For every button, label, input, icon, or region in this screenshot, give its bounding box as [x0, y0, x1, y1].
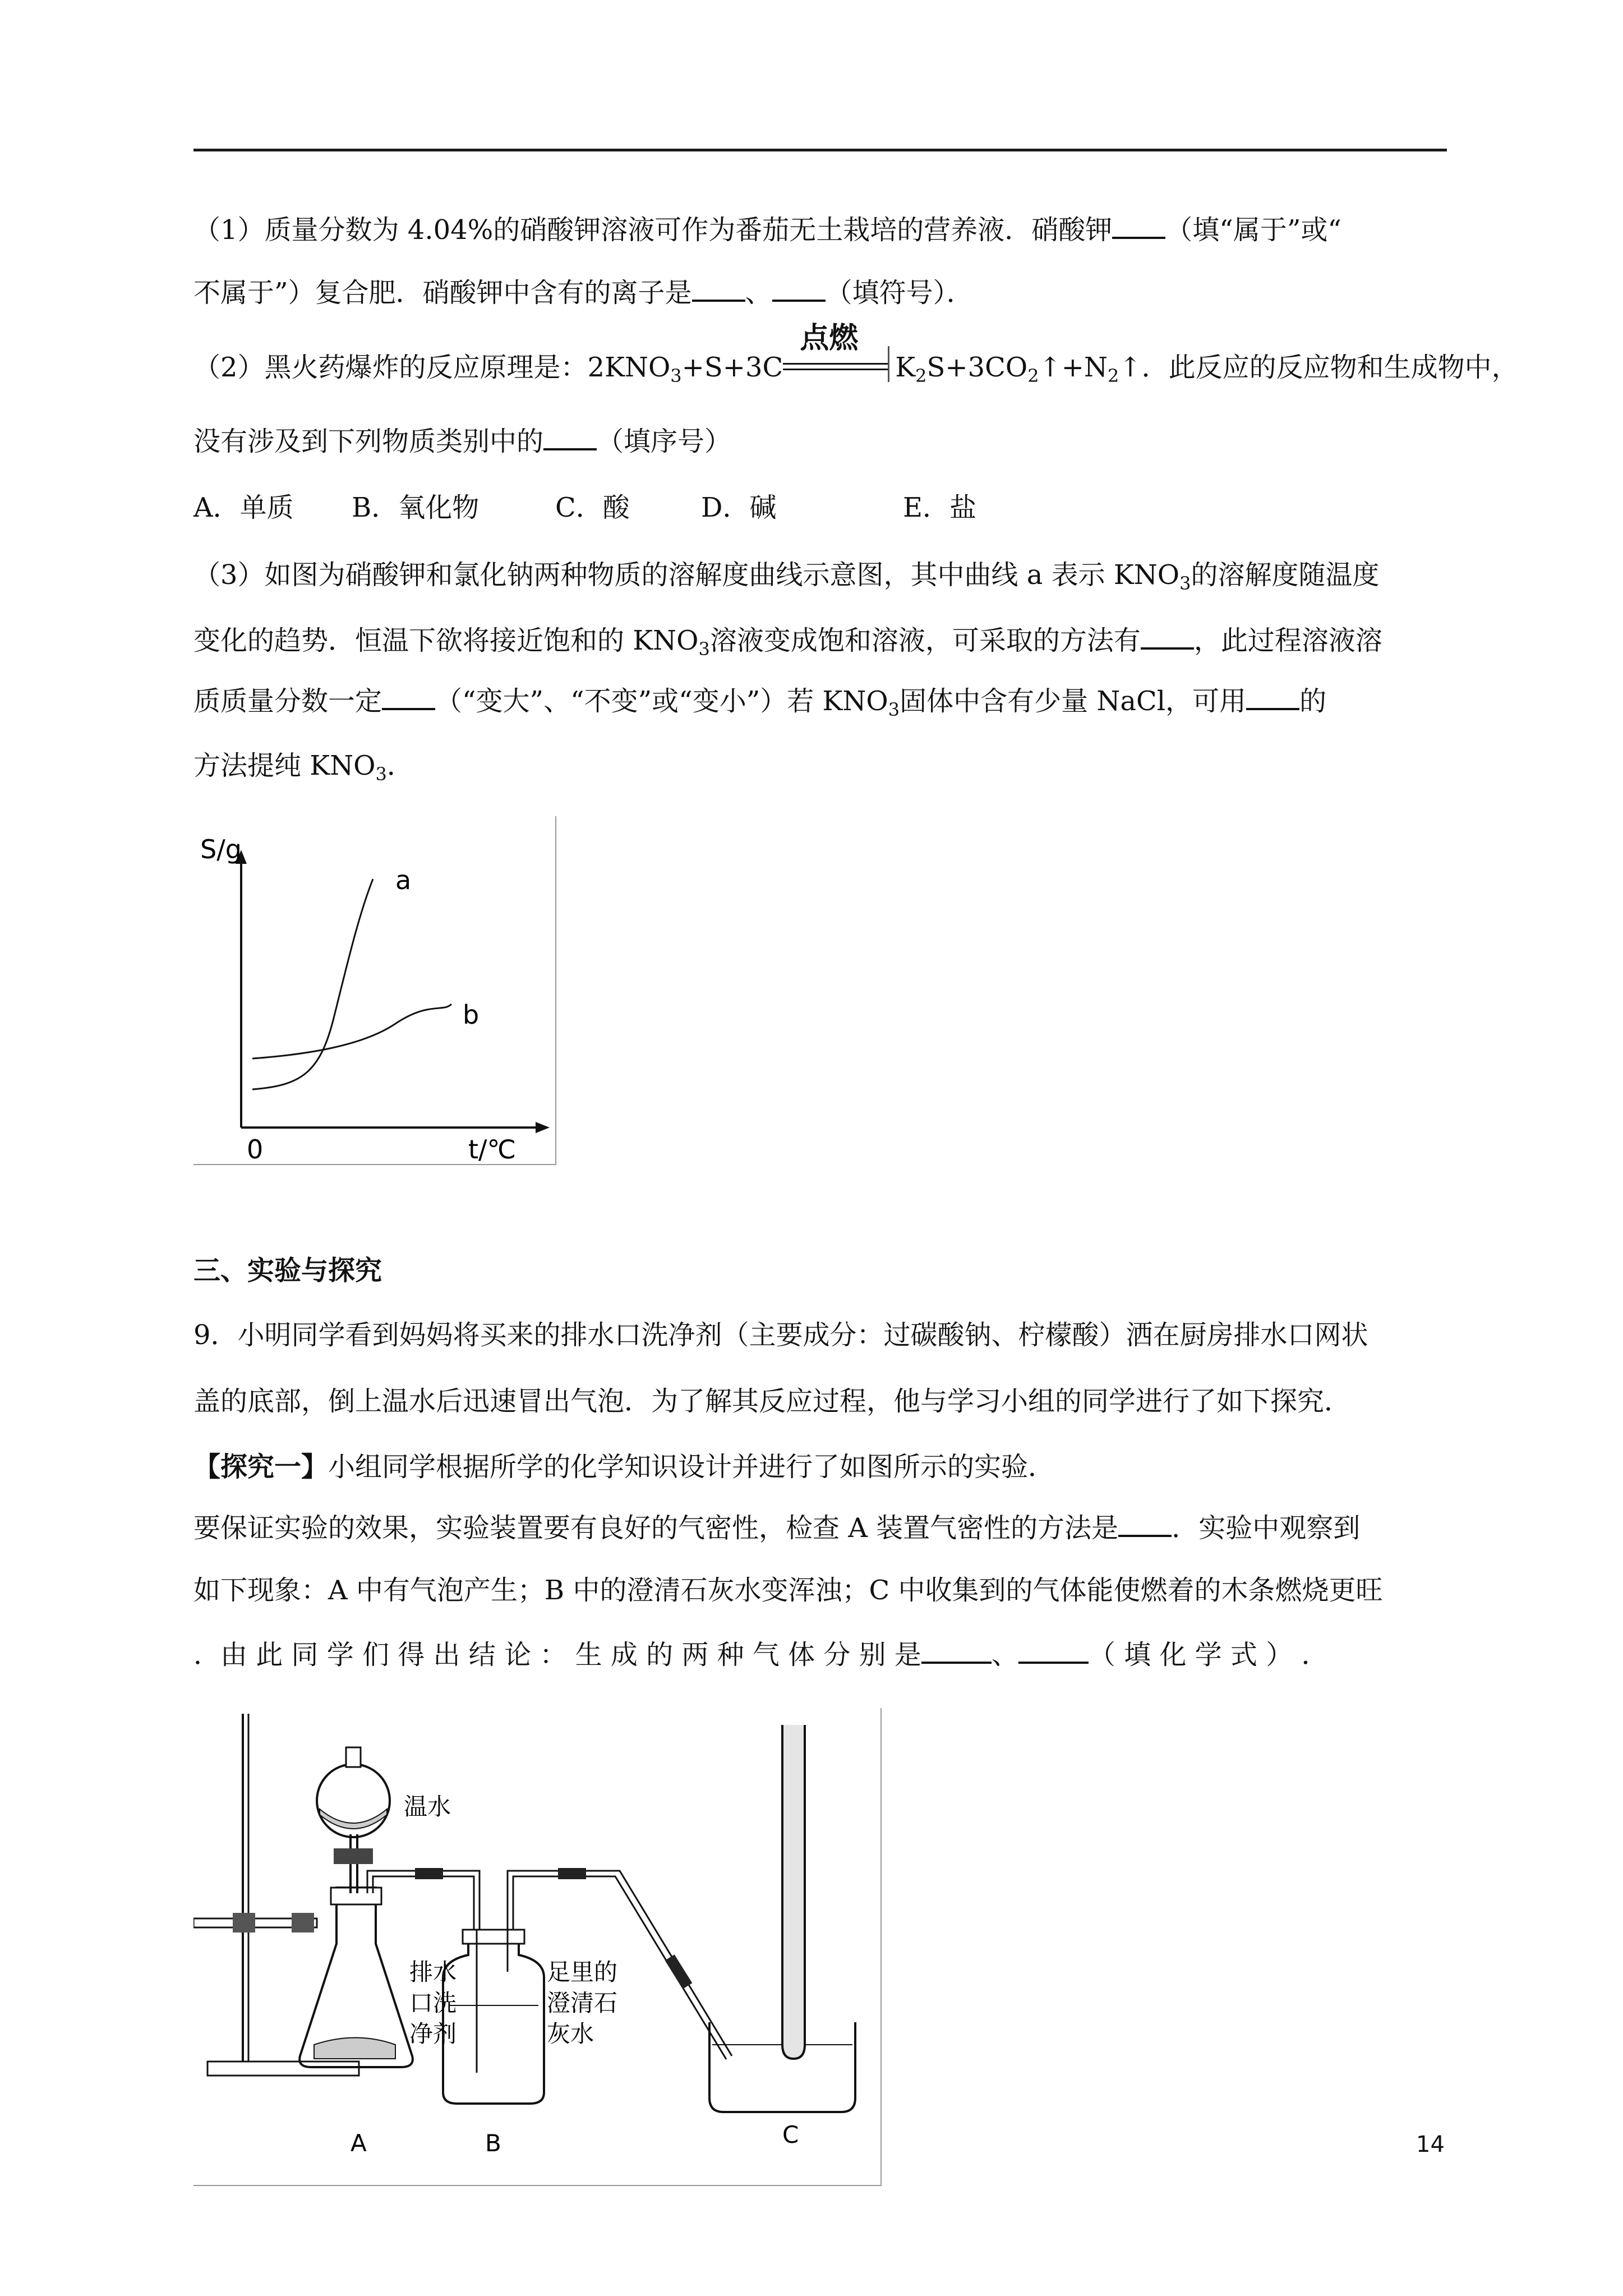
answer-blank[interactable]: [692, 275, 745, 302]
warm-water-label: 温水: [404, 1793, 451, 1820]
q8-part2-line1: （2）黑火药爆炸的反应原理是：$2KNO_3+S+3C$ 点燃 $K_2S+3CO_2↑+N_2↑$．此反应的反应物和生成物中，: [193, 321, 1519, 386]
option-a: A．单质: [193, 492, 294, 523]
q8-part3-line3: 质质量分数一定 （“变大”、“不变”或“变小”）若 $KNO_3$固体中含有少量 NaCl，可用 的: [193, 683, 1450, 726]
q8-part3-line1: （3）如图为硝酸钾和氯化钠两种物质的溶解度曲线示意图，其中曲线 a 表示 $KNO_3$的溶解度随温度: [193, 559, 1380, 594]
answer-blank[interactable]: [921, 1637, 992, 1664]
apparatus-diagram: [193, 1708, 882, 2186]
apparatus-svg: [193, 1708, 880, 2185]
curve-b-label: b: [463, 1000, 479, 1030]
header-rule: [193, 149, 1447, 151]
page-number: 14: [1416, 2132, 1445, 2157]
q9-line5: 如下现象：A 中有气泡产生；B 中的澄清石灰水变浑浊；C 中收集到的气体能使燃着的木条燃烧更旺: [193, 1575, 1383, 1606]
q8-part2-line2: 没有涉及到下列物质类别中的 （填序号）: [193, 424, 1450, 458]
clamp-knob: [233, 1913, 255, 1932]
answer-blank[interactable]: [382, 683, 435, 710]
q8-part3-line2: 变化的趋势．恒温下欲将接近饱和的 $KNO_3$溶液变成饱和溶液，可采取的方法有 ，此过程溶液溶: [193, 623, 1450, 666]
answer-blank[interactable]: [1112, 212, 1165, 239]
q8-part1-line2: 不属于”）复合肥．硝酸钾中含有的离子是 、 （填符号）．: [193, 275, 1450, 310]
x-axis-arrow: [536, 1122, 550, 1133]
q8-part1-line1: （1）质量分数为 4.04%的硝酸钾溶液可作为番茄无土栽培的营养液．硝酸钾 （填“属于”或“: [193, 212, 1450, 247]
stand-base: [208, 2062, 359, 2076]
answer-blank[interactable]: [772, 275, 826, 302]
q8-part3-line4: 方法提纯 $KNO_3$．: [193, 750, 414, 785]
tube-a-to-b: [367, 1871, 479, 1930]
q9-line1: 9．小明同学看到妈妈将买来的排水口洗净剂（主要成分：过碳酸钠、柠檬酸）洒在厨房排水口网状: [193, 1319, 1368, 1351]
option-d: D．碱: [701, 492, 777, 523]
solubility-graph-svg: [193, 816, 555, 1164]
cleaner-label-2: 口洗: [409, 1989, 457, 2017]
cleaner-label-1: 排水: [409, 1958, 457, 1986]
condition-label: 点燃: [800, 321, 859, 355]
label-b: B: [485, 2129, 501, 2157]
curve-a-label: a: [395, 865, 412, 895]
flask-contents: [314, 2038, 395, 2059]
origin-label: 0: [247, 1134, 264, 1164]
reaction-condition: [783, 321, 895, 384]
rubber-tube: [415, 1868, 443, 1879]
option-b: B．氧化物: [352, 492, 479, 523]
label-c: C: [782, 2121, 799, 2148]
label-a: A: [351, 2129, 367, 2157]
funnel-stopcock: [334, 1848, 373, 1864]
curve-b: [252, 1004, 451, 1059]
limewater-label-2: 澄清石: [547, 1989, 618, 2017]
warm-water-level: [320, 1809, 387, 1829]
x-axis-label: t/℃: [468, 1134, 517, 1164]
bottle-stopper: [463, 1930, 524, 1944]
answer-blank[interactable]: [1118, 1510, 1172, 1537]
limewater-label-3: 灰水: [547, 2020, 594, 2047]
q9-line2: 盖的底部，倒上温水后迅速冒出气泡．为了解其反应过程，他与学习小组的同学进行了如下探究．: [193, 1386, 1352, 1417]
gas-washing-bottle: [443, 1938, 544, 2104]
solubility-graph: [193, 816, 556, 1165]
test-tube: [782, 1725, 805, 2059]
y-axis-label: S/g: [200, 834, 242, 864]
tube-b-to-c: [508, 1871, 732, 2056]
section-heading: 三、实验与探究: [193, 1255, 382, 1286]
q9-line6: ．由 此 同 学 们 得 出 结 论 ： 生 成 的 两 种 气 体 分 别 是 、 （ 填 化 学 式 ） ．: [193, 1637, 1450, 1672]
option-c: C．酸: [555, 492, 630, 523]
answer-blank[interactable]: [543, 424, 597, 450]
q9-line3: 【探究一】小组同学根据所学的化学知识设计并进行了如图所示的实验．: [193, 1451, 1055, 1483]
limewater-label-1: 足里的: [547, 1958, 618, 1986]
answer-blank[interactable]: [1141, 623, 1194, 650]
answer-blank[interactable]: [1246, 683, 1299, 710]
answer-blank[interactable]: [1018, 1637, 1089, 1664]
cleaner-label-3: 净剂: [409, 2020, 457, 2047]
q9-line4: 要保证实验的效果，实验装置要有良好的气密性，检查 A 装置气密性的方法是 ．实验中观察到: [193, 1510, 1450, 1545]
option-e: E．盐: [903, 492, 977, 523]
